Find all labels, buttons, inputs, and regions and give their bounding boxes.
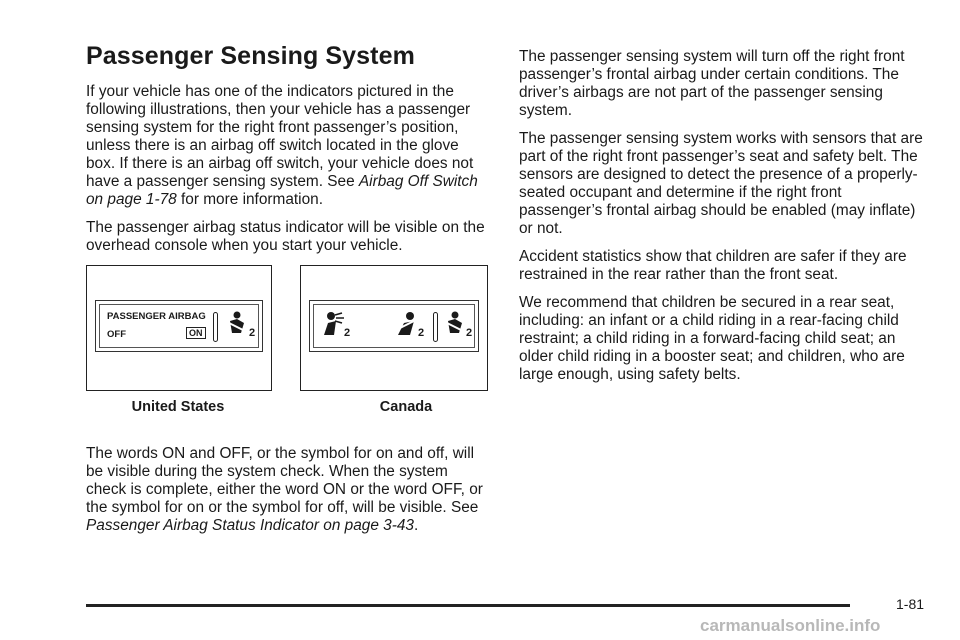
sub-2-canada-3: 2 xyxy=(466,327,473,339)
figure-frame-us xyxy=(86,265,272,391)
seated-passenger-icon xyxy=(444,311,466,342)
system-check-text-b: . xyxy=(413,517,419,534)
status-indicator-reference: Passenger Airbag Status Indicator on page 3-43 xyxy=(86,517,414,534)
right-column xyxy=(519,48,927,394)
panel-title-us: PASSENGER AIRBAG xyxy=(107,311,206,322)
on-label-us: ON xyxy=(186,327,206,339)
figure-canada xyxy=(300,265,488,415)
intro-paragraph xyxy=(86,83,490,209)
system-check-text-a: The words ON and OFF, or the symbol for on and off, will be visible during the system check. When the system check is complete, either the word ON or the word OFF, or the symbol for on or the symbol for off, will be visible. See xyxy=(86,445,483,516)
airbag-off-switch-reference: Airbag Off Switch on page 1-78 xyxy=(86,173,478,208)
airbag-on-symbol-icon xyxy=(396,311,420,342)
indicator-panel-us xyxy=(95,300,263,352)
airbag-off-symbol-icon xyxy=(322,311,346,342)
sub-2-canada-2: 2 xyxy=(418,327,425,339)
watermark: carmanualsonline.info xyxy=(700,616,881,635)
indicator-visibility-paragraph: The passenger airbag status indicator will be visible on the overhead console when you start your vehicle. xyxy=(86,219,485,254)
figure-united-states xyxy=(86,265,272,415)
caption-canada: Canada xyxy=(379,399,433,415)
statistics-paragraph: Accident statistics show that children are safer if they are restrained in the rear rather than the front seat. xyxy=(519,248,907,283)
recommendation-paragraph: We recommend that children be secured in a rear seat, including: an infant or a child riding in a rear-facing child restraint; a child riding in a forward-facing child seat; an older child riding in a booster seat; and children, who are large enough, using safety belts. xyxy=(519,294,905,383)
sensors-paragraph: The passenger sensing system works with sensors that are part of the right front passenger’s seat and safety belt. The sensors are designed to detect the presence of a properly-seated occupant and determine if the right front passenger’s frontal airbag should be enabled (may inflate) or not. xyxy=(519,130,923,237)
caption-united-states: United States xyxy=(131,399,225,415)
footer-rule xyxy=(86,604,850,607)
intro-text-b: for more information. xyxy=(176,191,323,208)
intro-text-a: If your vehicle has one of the indicators pictured in the following illustrations, then your vehicle has a passenger sensing system for the right front passenger’s position, unless there is an airbag off switch located in the glove box. If there is an airbag off switch, your vehicle does not have a passenger sensing system. See xyxy=(86,83,474,190)
figure-frame-canada xyxy=(300,265,488,391)
turn-off-paragraph: The passenger sensing system will turn off the right front passenger’s frontal airbag under certain conditions. The driver’s airbags are not part of the passenger sensing system. xyxy=(519,48,905,119)
divider-bar-icon xyxy=(213,312,218,342)
indicator-figures xyxy=(86,265,490,431)
sub-2-canada-1: 2 xyxy=(344,327,351,339)
divider-bar-icon xyxy=(433,312,438,342)
page-number: 1-81 xyxy=(896,596,925,612)
indicator-panel-canada xyxy=(309,300,479,352)
page-title: Passenger Sensing System xyxy=(86,42,415,70)
seated-passenger-on-icon xyxy=(226,311,248,342)
sub-2-us: 2 xyxy=(249,327,256,339)
off-label-us: OFF xyxy=(107,329,126,340)
system-check-paragraph xyxy=(86,445,490,535)
left-column xyxy=(86,42,490,545)
